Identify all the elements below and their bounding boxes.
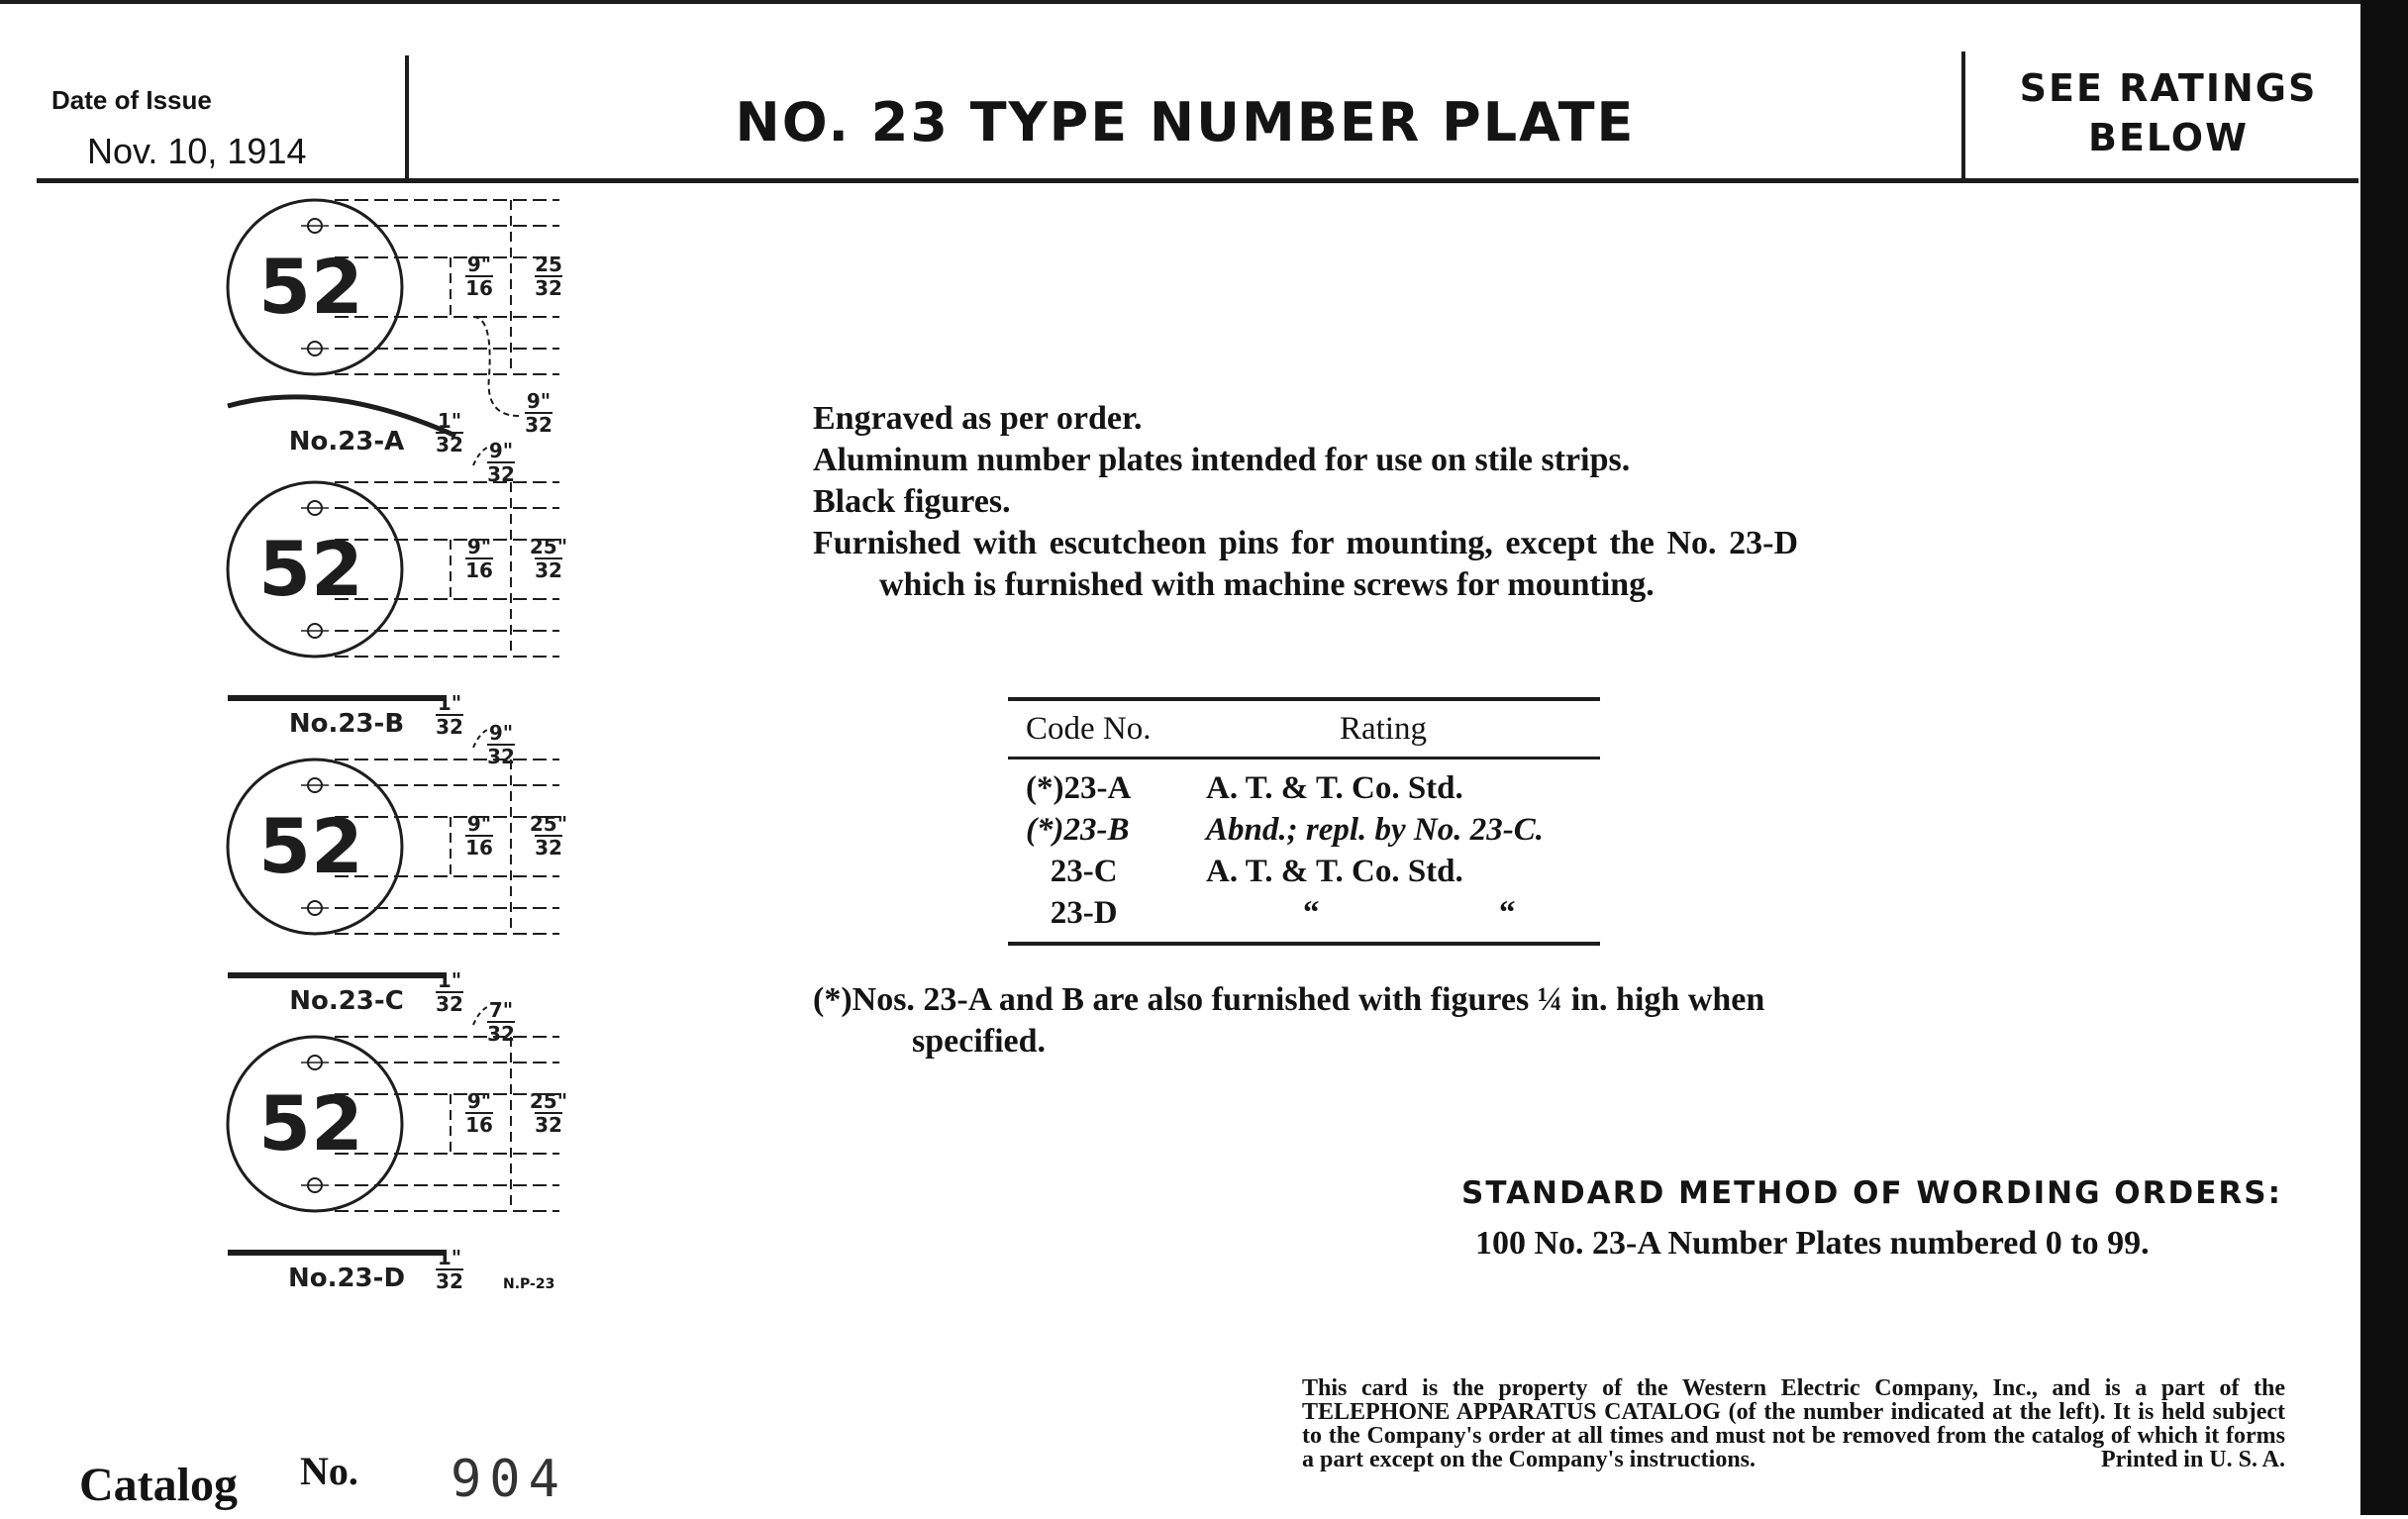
standard-wording-example: 100 No. 23-A Number Plates numbered 0 to 99.: [1475, 1225, 2150, 1262]
catalog-number: 904: [451, 1450, 567, 1509]
plate-label: No.23-D: [287, 1264, 406, 1293]
description-line: Furnished with escutcheon pins for mounting, except the No. 23-D which is furnished with machine screws for mounting.: [813, 525, 1798, 603]
dimension-height: 9" 16: [465, 253, 493, 300]
header-rating: Rating: [1340, 710, 1427, 747]
dimension-height: 9" 16: [465, 1089, 493, 1137]
dimension-height: 9" 16: [465, 535, 493, 582]
description: [813, 398, 1798, 606]
code-cell: (*)23-A: [1026, 769, 1132, 806]
issue-label: Date of Issue: [51, 85, 212, 115]
catalog-label: Catalog: [79, 1459, 238, 1511]
scan-edge: [2360, 0, 2408, 1515]
rating-cell: A. T. & T. Co. Std.: [1206, 853, 1463, 889]
issue-date: Nov. 10, 1914: [87, 131, 307, 171]
plate-label: No.23-B: [288, 709, 405, 739]
ditto-mark: “: [1499, 894, 1516, 931]
header-rule: [37, 178, 2358, 183]
dimension-offset: 9" 32: [487, 439, 515, 486]
rating-cell: Abnd.; repl. by No. 23-C.: [1206, 811, 1544, 848]
dimension-offset: 7" 32: [487, 998, 515, 1046]
dimension-thickness: 1" 32: [436, 409, 463, 456]
dimension-overall: 25 32: [535, 253, 562, 300]
dimension-height: 9" 16: [465, 812, 493, 860]
description-line: Aluminum number plates intended for use on stile strips.: [813, 442, 1631, 478]
plate-number: 52: [258, 525, 363, 613]
table-header-row: [1008, 701, 1600, 757]
description-line: Engraved as per order.: [813, 400, 1143, 437]
header-code: Code No.: [1026, 710, 1152, 747]
dimension-offset: 9" 32: [487, 721, 515, 768]
ratings-note-line2: BELOW: [2088, 116, 2249, 159]
catalog-no-label: No.: [300, 1449, 358, 1493]
drawing-code: N.P-23: [503, 1276, 555, 1292]
plate-number: 52: [258, 1079, 363, 1167]
table-row: [1008, 809, 1600, 851]
offset-leader: [473, 317, 519, 416]
offset-leader: [473, 1007, 487, 1025]
dimension-thickness: 1" 32: [436, 691, 463, 739]
table-row: [1008, 892, 1600, 934]
table-row: [1008, 767, 1600, 809]
plate-number: 52: [258, 243, 363, 331]
offset-leader: [473, 730, 487, 748]
table-row: [1008, 851, 1600, 892]
code-cell: (*)23-B: [1026, 811, 1130, 848]
property-notice-text: This card is the property of the Western Electric Company, Inc., and is a part of the TELEPHONE APPARATUS CATALOG (of the number indicated at the left). It is held subject to the Company's order at all times and must not be removed from the catalog of which it forms a part except on the Company's instructions.: [1302, 1375, 2285, 1472]
printed-in: Printed in U. S. A.: [2100, 1447, 2285, 1472]
ratings-table: [1008, 697, 1600, 946]
plate-label: No.23-C: [289, 986, 404, 1016]
plate-label: No.23-A: [288, 427, 405, 456]
dimension-overall: 25" 32: [529, 1089, 568, 1137]
dimension-thickness: 1" 32: [436, 1246, 463, 1293]
code-cell: 23-D: [1026, 894, 1118, 931]
footnote: (*)Nos. 23-A and B are also furnished with figures ¼ in. high when specified.: [813, 981, 1765, 1060]
table-bottom-rule: [1008, 942, 1600, 946]
dimension-thickness: 1" 32: [436, 968, 463, 1016]
plate-number: 52: [258, 802, 363, 890]
page-title: NO. 23 TYPE NUMBER PLATE: [735, 91, 1636, 153]
ratings-note-line1: SEE RATINGS: [2019, 66, 2318, 110]
rating-cell: [1206, 895, 1600, 932]
dimension-overall: 25" 32: [529, 812, 568, 860]
dimension-offset-upper: 9" 32: [525, 389, 552, 437]
ratings-note: [1970, 63, 2366, 162]
offset-leader: [473, 448, 487, 465]
ditto-mark: “: [1303, 894, 1320, 931]
property-notice: [1302, 1376, 2285, 1471]
dimension-overall: 25" 32: [529, 535, 568, 582]
code-cell: 23-C: [1026, 853, 1118, 889]
number-plate-diagram: [208, 198, 624, 1337]
description-line: Black figures.: [813, 483, 1011, 520]
rating-cell: A. T. & T. Co. Std.: [1206, 769, 1463, 806]
standard-wording-title: STANDARD METHOD OF WORDING ORDERS:: [1461, 1175, 2283, 1211]
header-divider-right: [1961, 51, 1965, 180]
